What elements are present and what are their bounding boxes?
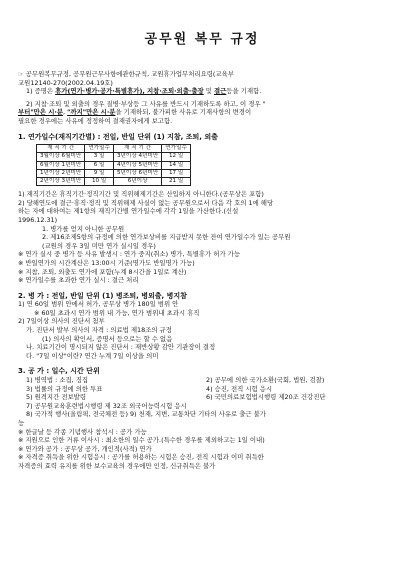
table-cell: 10 일: [85, 177, 114, 185]
note-2: 2) 지참·조퇴 및 외출의 경우 질병·부상등 그 사유를 반드시 기재하도록 하고, 이 경우 ": [26, 99, 266, 108]
section-1-line: (교원의 경우 3일 미만 연가 실시일 경우): [42, 241, 156, 250]
section-3-item: 1) 병역법 : 소집, 징집: [26, 376, 89, 385]
section-1-line: 2) 당해연도에 결근·휴직·정직 및 직위해제 사실이 없는 공무원으로서 다음 각 호의 1에 해당: [18, 198, 274, 207]
section-2-heading: 2. 병 가 : 전일, 반일 단위 (1) 병조퇴, 병외출, 병지참: [18, 291, 187, 300]
section-2-line: (1) 의사의 확인서, 증명서 등으로는 할 수 없음: [42, 334, 173, 343]
section-3-line: ※ 지원으로 인한 거류 이사시 : 최소한의 일수 공가.(특수한 경우를 제외하고는 1일 이내): [18, 436, 265, 445]
section-1-line: ※ 연가 실시 중 병가 등 사유 발생시 : 연가 중지(취소) 병가, 특별휴가 허가 가능: [18, 250, 240, 259]
section-3-line: 자격증의 효력 유지를 위한 보수교육의 경우에만 인정, 신규취득은 불가: [18, 461, 216, 470]
table-cell: 14 일: [162, 161, 191, 169]
section-3-item: 2) 공무에 의한 국가소환(국회, 법원, 검찰): [206, 376, 325, 385]
note-1-emphasis: 휴가(연가·병가·공가·특별휴가), 지참·조퇴·외출·출장: [55, 87, 204, 96]
table-cell: 21 일: [162, 177, 191, 185]
table-cell: 3월이상 6월미만: [37, 153, 85, 161]
section-3-pair: [18, 393, 386, 402]
section-2-line: 2) 7일이상 의사의 진단서 첨부: [18, 317, 105, 326]
table-header: 재 직 기 간: [37, 145, 85, 153]
section-1-line: 2. 제16조제5항의 규정에 의한 연가보상비를 지급받지 못한 잔여 연가일수가 있는 공무원: [42, 233, 291, 242]
section-3-line: ※ 한글날 등 각종 기념행사 참석시 : 공가 가능: [18, 427, 147, 436]
page-title: 공무원 복무 규정: [144, 32, 260, 47]
table-cell: 9 일: [85, 169, 114, 177]
section-3-heading: 3. 공 가 : 일수, 시간 단위: [18, 367, 100, 376]
section-3-item: 6) 국민의료보험법시행령 제20조 건강진단: [206, 393, 326, 402]
section-1-line: ※ 지참, 조퇴, 외출도 연가에 포함(누계 8시간을 1일로 계산): [18, 267, 187, 276]
section-3-body: [18, 376, 386, 471]
section-2-body: [18, 300, 386, 360]
section-1-line: 1) 재직기간은 휴직기간·정직기간 및 직위해제기간은 산입하지 아니한다.(공무상은 포함): [18, 190, 264, 199]
section-2-line: 다. "7일 이상"이란? 연간 누계 7일 이상을 의미: [26, 351, 159, 360]
note-2-sep: ,: [63, 108, 68, 117]
section-3-line: 8) 국가적 행사(올림픽, 전국체전 등) 9) 천재, 지변, 교통차단 기타의 사유로 출근 불가: [26, 410, 266, 419]
reference-line: ☞ 공무원복무규정, 공무원근무사항에관한규칙, 교원휴가업무처리요령(교육부: [18, 70, 234, 78]
table-header: 재 직 기 간: [113, 145, 161, 153]
section-3-line: 7) 공무원교육훈련법시행령 제 32조 외국어능력시험 응시: [26, 401, 187, 410]
section-2-line: 가. 진단서 발부 의사의 자격 : 의료법 제18조의 규정: [26, 326, 172, 335]
table-cell: 6 일: [85, 161, 114, 169]
note-1-emphasis-2: 결근: [213, 87, 227, 96]
note-1: [18, 87, 386, 96]
section-2-line: 나. 치료기간이 명시되지 않은 진단서 : 재반상황 감안 기관장이 결정: [26, 343, 216, 352]
note-2-emphasis: 부터"만은 시·분: [18, 108, 64, 117]
note-1-text: 1) 증명은: [26, 87, 56, 96]
note-1-text-2: 및: [203, 87, 214, 96]
section-1-line: ※ 연가일수를 초과한 연가 실시 : 결근 처리: [18, 276, 139, 285]
note-2-text: 을 기재하되, 불가피한 사유로 기재사항의 변경이: [115, 108, 252, 117]
section-1-heading: 1. 연가일수(재직기간별) : 전일, 반일 단위 (1) 지참, 조퇴, 외출: [18, 132, 218, 141]
table-cell: 12 일: [162, 153, 191, 161]
note-2-emphasis-2: "까지"만은 시·분: [67, 108, 116, 117]
section-3-line: ※ 연가와 공가 : 공무상 공가, 개인적(사적) 연가: [18, 444, 152, 453]
table-header-row: [37, 145, 191, 153]
leave-days-table: [36, 144, 191, 186]
section-1-line: ※ 반일연가의 시간계산은 13:00시 기준(명가도 반일명가 가능): [18, 258, 195, 267]
table-cell: 5년이상 6년미만: [113, 169, 161, 177]
section-3-line: ※ 자격증 취득을 위한 시험응시 : 공가를 허용하는 시험은 승진, 전직 시험과 이미 취득한: [18, 453, 264, 462]
section-1-line: 하는 자에 대하여는 제1항의 재직기간별 연가일수에 각각 1일을 가산한다.(신설: [18, 207, 239, 216]
table-cell: 1년이상 2년미만: [37, 169, 85, 177]
note-2-cont: [18, 108, 386, 117]
table-cell: 4년이상 5년미만: [113, 161, 161, 169]
section-1-line: 1. 병가를 얻지 아니한 공무원: [42, 224, 125, 233]
section-1-body: [18, 190, 386, 285]
table-cell: 2년이상 3년미만: [37, 177, 85, 185]
reference-block: [18, 70, 386, 126]
section-1-line: 1996.12.31): [18, 215, 58, 224]
section-3-item: 4) 승진, 전직 시험 응시: [206, 384, 273, 393]
note-2-end: 필요한 경우에는 사유에 정정하여 결재권자에게 보고함.: [18, 116, 173, 125]
section-3-line: 능: [18, 419, 25, 428]
table-cell: 6년이상: [113, 177, 161, 185]
note-1-text-3: 등을 기재함.: [226, 87, 262, 96]
section-3-pair: [18, 385, 386, 394]
table-row: [37, 169, 191, 177]
table-cell: 3년이상 4년미만: [113, 153, 161, 161]
table-cell: 6월이상 1년미만: [37, 161, 85, 169]
table-header: 연가일수: [85, 145, 114, 153]
table-cell: 3 일: [85, 153, 114, 161]
table-cell: 17 일: [162, 169, 191, 177]
section-3-item: 3) 법률의 규정에 의한 투표: [26, 384, 103, 393]
section-2-line: 1) 연 60일 범위 안에서 허가, 공무상 병가 180일 범위 안: [18, 300, 179, 309]
reference-line-2: 교원12140-270(2002.04.19호): [18, 78, 113, 87]
table-row: [37, 177, 191, 185]
table-header: 연가일수: [162, 145, 191, 153]
section-3-pair: [18, 376, 386, 385]
section-2-line: ※ 60일 초과시 연가 범위 내 가능, 연가 범위내 초과시 휴직: [34, 308, 200, 317]
section-3-item: 5) 원격지간 전보발령: [26, 393, 87, 402]
table-row: [37, 153, 191, 161]
table-row: [37, 161, 191, 169]
